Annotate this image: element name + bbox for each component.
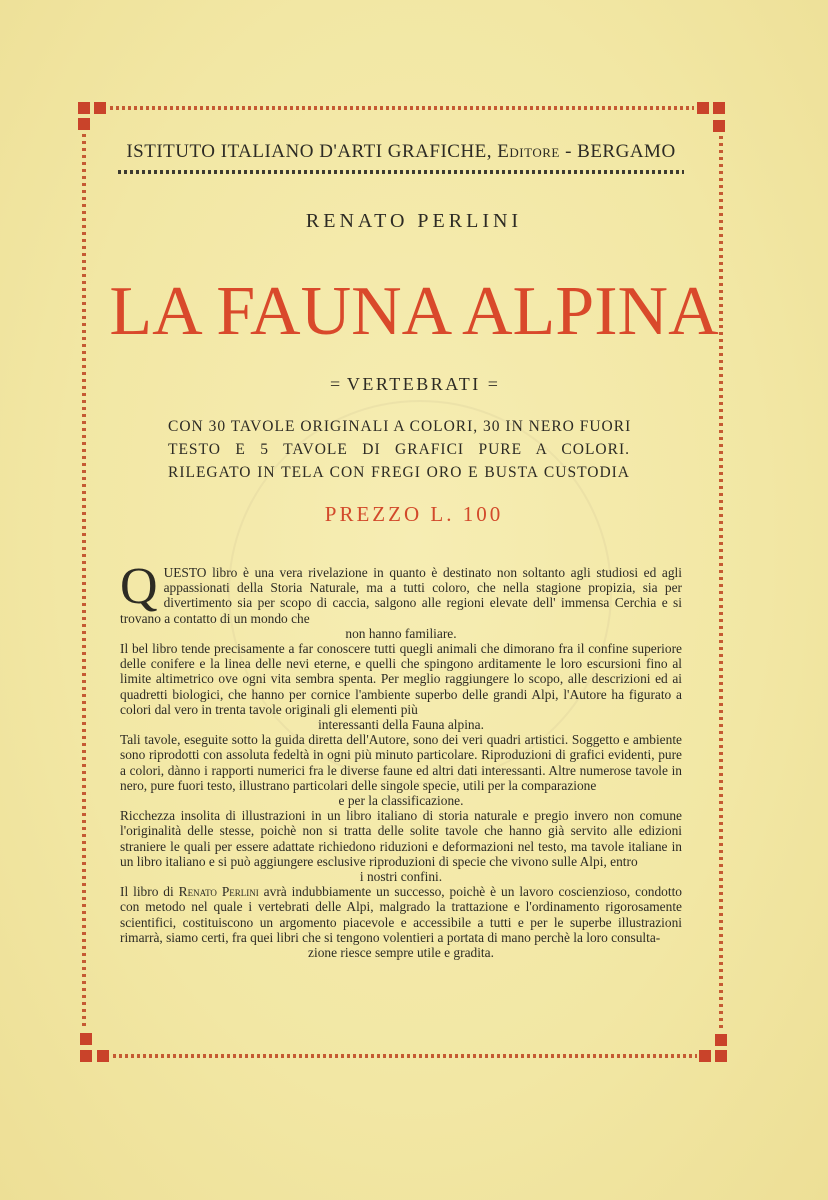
paragraph-text: Il bel libro tende precisamente a far conoscere tutti quegli animali che dimorano fra il confine superiore delle conifere e la linea delle nevi eterne, e quelli che spingono arditamente le loro escursioni fino al limite altimetrico ove ogni vita sembra spenta. Per meglio raggiungere lo scopo, alle descrizioni ed ai quadretti biologici, che hanno per cornice l'ambiente superbo delle grandi Alpi, l'Autore ha figurato a colori dal vero in trenta tavole originali gli elementi più: [120, 641, 682, 717]
corner-square: [80, 1033, 92, 1045]
subtitle-rule-right: =: [487, 374, 498, 394]
spec-line: TESTO E 5 TAVOLE DI GRAFICI PURE A COLORI.: [168, 441, 630, 458]
border-bottom: [113, 1054, 697, 1058]
publisher-name: ISTITUTO ITALIANO D'ARTI GRAFICHE,: [126, 141, 493, 162]
spec-line: CON 30 TAVOLE ORIGINALI A COLORI, 30 IN NERO FUORI: [168, 418, 632, 435]
paragraph-last-line: interessanti della Fauna alpina.: [318, 717, 484, 733]
corner-square: [78, 118, 90, 130]
corner-square: [78, 102, 90, 114]
corner-square: [697, 102, 709, 114]
book-specs: [168, 415, 630, 484]
subtitle-rule-left: =: [330, 374, 341, 394]
subtitle-text: VERTEBRATI: [346, 374, 481, 394]
paragraph-last-line: zione riesce sempre utile e gradita.: [308, 945, 494, 961]
corner-square: [97, 1050, 109, 1062]
author-name: RENATO PERLINI: [305, 210, 523, 232]
paragraph-text: Ricchezza insolita di illustrazioni in un libro italiano di storia naturale e pregio invero non comune l'originalità delle stesse, poichè non si tratta delle solite tavole che hanno già servito alle edizioni straniere le quali per essere adattate richiedono riduzioni e deformazioni nel testo, ma tavole italiane in un libro italiano e si può aggiungere esclusive riproduzioni di specie che vivono sulle Alpi, entro: [120, 808, 682, 869]
paragraph-text: UESTO libro è una vera rivelazione in quanto è destinato non soltanto agli studiosi ed agli appassionati della Storia Naturale, ma a tutti coloro, che nella stagione propizia, sia per divertimento sia per scopo di caccia, salgono alle regioni elevate dell' immensa Cerchia e si trovano a contatto di un mondo che: [120, 565, 682, 626]
book-title: LA FAUNA ALPINA: [109, 273, 719, 350]
corner-square: [715, 1034, 727, 1046]
paragraph-text: Tali tavole, eseguite sotto la guida diretta dell'Autore, sono dei veri quadri artistici. Soggetto e ambiente sono riprodotti con assoluta fedeltà in ogni più minuto particolare. Riproduzioni di grafici evidenti, pure a colori, dànno i rapporti numerici fra le diverse faune ed altri dati interessanti. Altre numerose tavole in nero, pure fuori testo, illustrano particolari delle singole specie, utili per la comparazione: [120, 732, 682, 793]
publisher-role: Editore: [497, 141, 560, 162]
corner-square: [699, 1050, 711, 1062]
author-reference: Renato Perlini: [178, 884, 259, 900]
publisher-city: BERGAMO: [577, 141, 676, 162]
corner-square: [713, 102, 725, 114]
drop-cap: Q: [120, 558, 158, 615]
subtitle: [0, 374, 828, 395]
publisher-line: [118, 141, 684, 163]
border-left: [82, 134, 86, 1030]
corner-square: [713, 120, 725, 132]
publisher-separator: -: [565, 141, 572, 162]
spec-line: RILEGATO IN TELA CON FREGI ORO E BUSTA CUSTODIA: [168, 464, 630, 481]
corner-square: [715, 1050, 727, 1062]
border-top: [110, 106, 694, 110]
paragraph: [120, 808, 682, 884]
paragraph-last-line: e per la classificazione.: [338, 793, 464, 809]
paragraph-last-line: non hanno familiare.: [345, 625, 457, 641]
publisher-rule: [118, 170, 684, 174]
border-right: [719, 136, 723, 1031]
corner-square: [80, 1050, 92, 1062]
description-text: [120, 558, 682, 961]
paragraph: [120, 732, 682, 808]
price: PREZZO L. 100: [324, 502, 504, 526]
paragraph-text: Il libro di: [120, 884, 179, 900]
paragraph: [120, 641, 682, 732]
paragraph: [120, 884, 682, 960]
paragraph: [120, 558, 682, 641]
corner-square: [94, 102, 106, 114]
paragraph-last-line: i nostri confini.: [359, 869, 443, 885]
paragraph-text: avrà indubbiamente un successo, poichè è un lavoro coscienzioso, condotto con metodo nel quale i vertebrati delle Alpi, malgrado la trattazione e l'ordinamento rigorosamente scientifici, costituiscono un argomento piacevole e accessibile a tutti e per le superbe illustrazioni rimarrà, siamo certi, fra quei libri che si tengono volentieri a portata di mano perchè la loro consulta-: [120, 884, 682, 945]
